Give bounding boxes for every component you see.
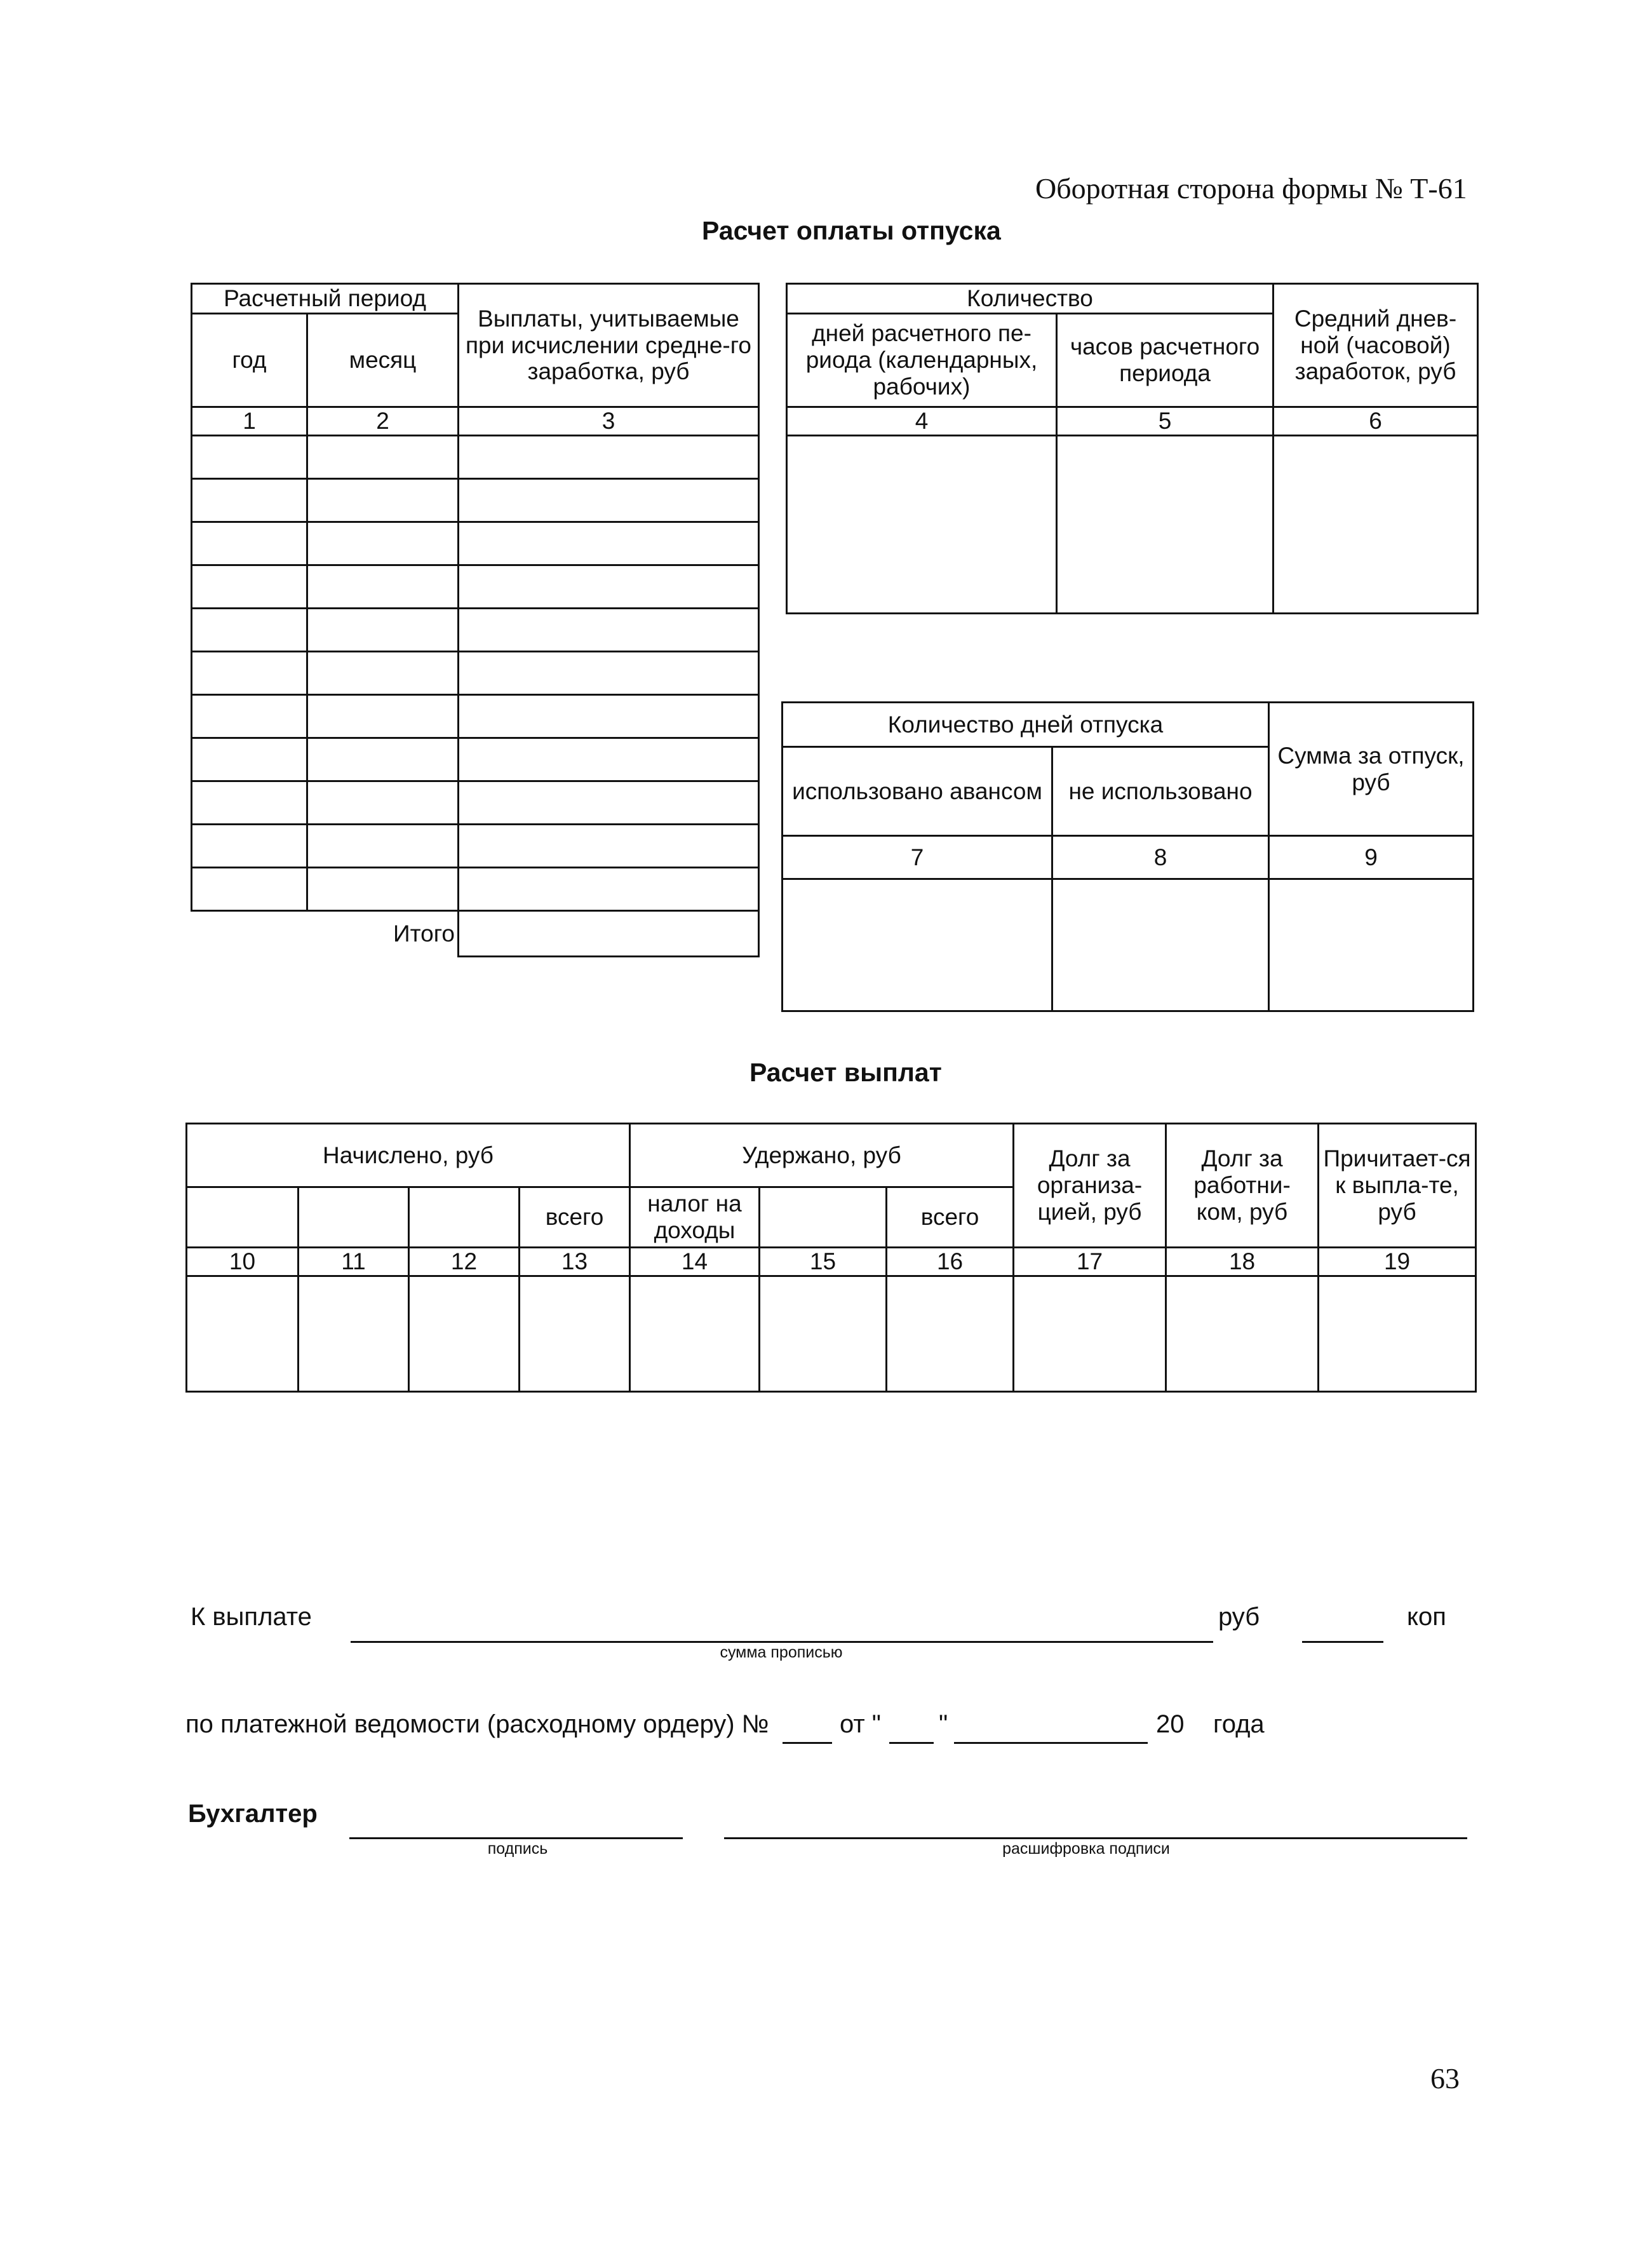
- signature-caption: подпись: [487, 1840, 548, 1858]
- column-number: 4: [787, 407, 1057, 436]
- input-cell[interactable]: [787, 436, 1057, 614]
- org-debt-header: Долг за организа-цией, руб: [1014, 1124, 1166, 1248]
- input-cell[interactable]: [307, 522, 459, 565]
- input-cell[interactable]: [307, 781, 459, 825]
- table-row: [192, 609, 759, 652]
- total-input-cell[interactable]: [459, 911, 759, 957]
- signature-decoding-line[interactable]: [724, 1837, 1467, 1839]
- column-number: 1: [192, 407, 307, 436]
- input-cell[interactable]: [887, 1276, 1014, 1391]
- avg-earnings-header: Средний днев-ной (часовой) заработок, руб: [1273, 284, 1478, 407]
- input-cell[interactable]: [307, 652, 459, 695]
- column-number: 13: [520, 1248, 630, 1276]
- withheld-group-header: Удержано, руб: [630, 1124, 1014, 1187]
- payments-table: [185, 1123, 1477, 1393]
- vacation-days-table: [781, 701, 1474, 1012]
- hours-column-header: часов расчетного периода: [1057, 314, 1273, 407]
- input-cell[interactable]: [459, 738, 759, 781]
- input-cell[interactable]: [307, 695, 459, 738]
- input-cell[interactable]: [1166, 1276, 1319, 1391]
- signature-line[interactable]: [349, 1837, 683, 1839]
- input-cell[interactable]: [187, 1276, 299, 1391]
- table-row: [192, 565, 759, 609]
- input-cell[interactable]: [192, 825, 307, 868]
- income-tax-header: налог на доходы: [630, 1187, 760, 1248]
- advance-column-header: использовано авансом: [783, 747, 1052, 836]
- input-cell[interactable]: [192, 738, 307, 781]
- vacation-section-title: Расчет оплаты отпуска: [702, 216, 1001, 245]
- input-cell[interactable]: [192, 479, 307, 522]
- input-cell[interactable]: [1273, 436, 1478, 614]
- column-number: 12: [409, 1248, 520, 1276]
- accrued-subcol: [299, 1187, 409, 1248]
- input-cell[interactable]: [459, 436, 759, 479]
- column-number: 6: [1273, 407, 1478, 436]
- input-cell[interactable]: [307, 868, 459, 911]
- table-row: [192, 522, 759, 565]
- input-cell[interactable]: [459, 652, 759, 695]
- signature-decoding-caption: расшифровка подписи: [1002, 1840, 1170, 1858]
- withheld-subcol: [760, 1187, 887, 1248]
- column-number: 11: [299, 1248, 409, 1276]
- sum-in-words-caption: сумма прописью: [720, 1644, 843, 1661]
- table-row: [192, 652, 759, 695]
- vacation-sum-header: Сумма за отпуск, руб: [1269, 703, 1474, 836]
- quantity-table: [786, 283, 1479, 614]
- month-column-header: месяц: [307, 314, 459, 407]
- table-row: [192, 436, 759, 479]
- total-label: Итого: [307, 911, 459, 957]
- from-label: от ": [840, 1710, 881, 1738]
- input-cell[interactable]: [307, 738, 459, 781]
- column-number: 7: [783, 836, 1052, 879]
- calc-period-table: [191, 283, 760, 957]
- input-cell[interactable]: [459, 781, 759, 825]
- input-cell[interactable]: [192, 695, 307, 738]
- input-cell[interactable]: [1014, 1276, 1166, 1391]
- year-column-header: год: [192, 314, 307, 407]
- days-column-header: дней расчетного пе-риода (календарных, рабочих): [787, 314, 1057, 407]
- input-cell[interactable]: [192, 652, 307, 695]
- input-cell[interactable]: [307, 609, 459, 652]
- rub-label: руб: [1218, 1603, 1260, 1631]
- input-cell[interactable]: [760, 1276, 887, 1391]
- unused-column-header: не использовано: [1052, 747, 1269, 836]
- input-cell[interactable]: [1269, 879, 1474, 1011]
- kop-label: коп: [1407, 1603, 1446, 1631]
- input-cell[interactable]: [1052, 879, 1269, 1011]
- page-number: 63: [1430, 2062, 1460, 2095]
- input-cell[interactable]: [459, 565, 759, 609]
- input-cell[interactable]: [307, 565, 459, 609]
- column-number: 17: [1014, 1248, 1166, 1276]
- quote-close: ": [939, 1710, 948, 1738]
- table-row: [787, 436, 1478, 614]
- input-cell[interactable]: [299, 1276, 409, 1391]
- input-cell[interactable]: [192, 522, 307, 565]
- accountant-label: Бухгалтер: [188, 1800, 318, 1828]
- withheld-total-header: всего: [887, 1187, 1014, 1248]
- column-number: 15: [760, 1248, 887, 1276]
- to-pay-label: К выплате: [191, 1603, 312, 1631]
- accrued-subcol: [187, 1187, 299, 1248]
- input-cell[interactable]: [630, 1276, 760, 1391]
- column-number: 5: [1057, 407, 1273, 436]
- payments-column-header: Выплаты, учитываемые при исчислении средне-го заработка, руб: [459, 284, 759, 407]
- input-cell[interactable]: [459, 695, 759, 738]
- sum-in-words-line[interactable]: [351, 1641, 1213, 1643]
- column-number: 14: [630, 1248, 760, 1276]
- column-number: 9: [1269, 836, 1474, 879]
- employee-debt-header: Долг за работни-ком, руб: [1166, 1124, 1319, 1248]
- day-line[interactable]: [889, 1742, 934, 1744]
- accrued-group-header: Начислено, руб: [187, 1124, 630, 1187]
- input-cell[interactable]: [459, 522, 759, 565]
- table-row: [192, 825, 759, 868]
- input-cell[interactable]: [520, 1276, 630, 1391]
- input-cell[interactable]: [307, 479, 459, 522]
- form-reference: Оборотная сторона формы № Т-61: [1035, 172, 1467, 205]
- input-cell[interactable]: [192, 609, 307, 652]
- input-cell[interactable]: [409, 1276, 520, 1391]
- column-number: 18: [1166, 1248, 1319, 1276]
- year-prefix: 20: [1156, 1710, 1185, 1738]
- statement-number-line[interactable]: [783, 1742, 832, 1744]
- column-number: 10: [187, 1248, 299, 1276]
- column-number: 16: [887, 1248, 1014, 1276]
- input-cell[interactable]: [459, 825, 759, 868]
- input-cell[interactable]: [1057, 436, 1273, 614]
- table-row: [192, 738, 759, 781]
- table-row: [783, 879, 1474, 1011]
- payments-section-title: Расчет выплат: [749, 1058, 942, 1087]
- input-cell[interactable]: [783, 879, 1052, 1011]
- month-line[interactable]: [954, 1742, 1148, 1744]
- input-cell[interactable]: [307, 825, 459, 868]
- year-word: года: [1213, 1710, 1265, 1738]
- table-row: [192, 868, 759, 911]
- input-cell[interactable]: [192, 565, 307, 609]
- input-cell[interactable]: [307, 436, 459, 479]
- accrued-total-header: всего: [520, 1187, 630, 1248]
- column-number: 2: [307, 407, 459, 436]
- input-cell[interactable]: [1319, 1276, 1476, 1391]
- column-number: 3: [459, 407, 759, 436]
- period-group-header: Расчетный период: [192, 284, 459, 314]
- input-cell[interactable]: [192, 781, 307, 825]
- column-number: 8: [1052, 836, 1269, 879]
- quantity-group-header: Количество: [787, 284, 1273, 314]
- vacation-days-group-header: Количество дней отпуска: [783, 703, 1269, 747]
- amount-due-header: Причитает-ся к выпла-те, руб: [1319, 1124, 1476, 1248]
- input-cell[interactable]: [192, 868, 307, 911]
- table-row: [192, 695, 759, 738]
- input-cell[interactable]: [459, 868, 759, 911]
- kop-line[interactable]: [1302, 1641, 1383, 1643]
- input-cell[interactable]: [192, 436, 307, 479]
- table-row: [192, 781, 759, 825]
- statement-label: по платежной ведомости (расходному ордеру) №: [185, 1710, 769, 1738]
- accrued-subcol: [409, 1187, 520, 1248]
- table-row: [187, 1276, 1476, 1391]
- column-number: 19: [1319, 1248, 1476, 1276]
- table-row: [192, 479, 759, 522]
- input-cell[interactable]: [459, 609, 759, 652]
- input-cell[interactable]: [459, 479, 759, 522]
- total-row: [192, 911, 759, 957]
